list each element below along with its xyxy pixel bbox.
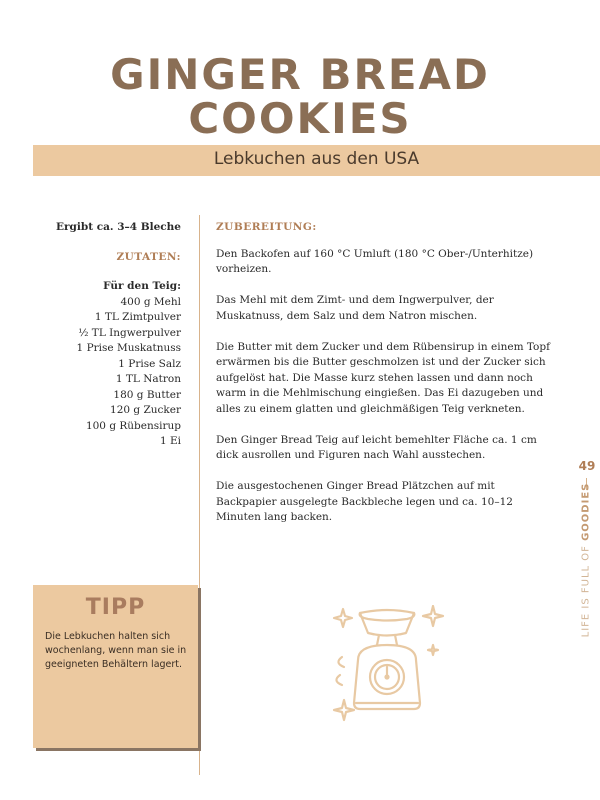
ingredient-item: ½ TL Ingwerpulver bbox=[78, 326, 181, 339]
dough-heading: Für den Teig: bbox=[103, 280, 181, 292]
preparation-step: Die ausgestochenen Ginger Bread Plätzchen auf mit Backpapier ausgelegte Backbleche legen und ca. 10–12 Minuten lang backen. bbox=[216, 480, 513, 523]
preparation-step: Den Ginger Bread Teig auf leicht bemehlter Fläche ca. 1 cm dick ausrollen und Figuren nach Wahl ausstechen. bbox=[216, 433, 537, 461]
preparation-heading: ZUBEREITUNG: bbox=[216, 221, 317, 233]
ingredient-item: 120 g Zucker bbox=[110, 404, 181, 416]
preparation-step: Die Butter mit dem Zucker und dem Rübensirup in einem Topf erwärmen bis die Butter geschmolzen ist und der Zucker sich aufgelöst hat. Die Masse kurz stehen lassen und dann noch warm in die Mehlmischung eingießen. Das Ei dazugeben und alles zu einem glatten und gleichmäßigen Teig verkneten. bbox=[216, 340, 550, 415]
side-tagline-prefix: LIFE IS FULL OF bbox=[580, 545, 592, 638]
page-number: 49 bbox=[578, 459, 596, 473]
ingredient-item: 1 TL Zimtpulver bbox=[94, 311, 181, 323]
ingredients-column bbox=[40, 220, 181, 450]
ingredient-item: 100 g Rübensirup bbox=[85, 419, 181, 432]
subtitle-band bbox=[33, 145, 600, 176]
side-tagline-emphasis: GOODIES bbox=[580, 482, 592, 541]
recipe-subtitle: Lebkuchen aus den USA bbox=[213, 149, 420, 169]
kitchen-scale-icon bbox=[330, 605, 445, 730]
tip-box bbox=[33, 585, 198, 748]
ingredients-heading: ZUTATEN: bbox=[116, 250, 181, 263]
yield-info: Ergibt ca. 3–4 Bleche bbox=[56, 221, 181, 233]
ingredient-item: 1 Prise Muskatnuss bbox=[76, 342, 181, 354]
preparation-column bbox=[216, 220, 551, 541]
preparation-step: Das Mehl mit dem Zimt- und dem Ingwerpulver, der Muskatnuss, dem Salz und dem Natron mischen. bbox=[216, 294, 494, 322]
ingredient-item: 1 Ei bbox=[159, 435, 181, 447]
ingredient-item: 1 TL Natron bbox=[115, 373, 181, 385]
recipe-title-line2: COOKIES bbox=[188, 94, 412, 143]
column-divider bbox=[199, 215, 200, 775]
ingredient-item: 400 g Mehl bbox=[120, 295, 181, 308]
ingredient-item: 1 Prise Salz bbox=[118, 357, 181, 370]
tip-title: TIPP bbox=[85, 595, 146, 620]
recipe-title-line1: GINGER BREAD bbox=[110, 50, 490, 99]
ingredient-item: 180 g Butter bbox=[113, 388, 181, 401]
preparation-step: Den Backofen auf 160 °C Umluft (180 °C Ober-/Unterhitze) vorheizen. bbox=[216, 247, 534, 275]
side-tagline bbox=[581, 483, 592, 638]
tip-text: Die Lebkuchen halten sich wochenlang, wenn man sie in geeigneten Behältern lagert. bbox=[45, 631, 187, 670]
